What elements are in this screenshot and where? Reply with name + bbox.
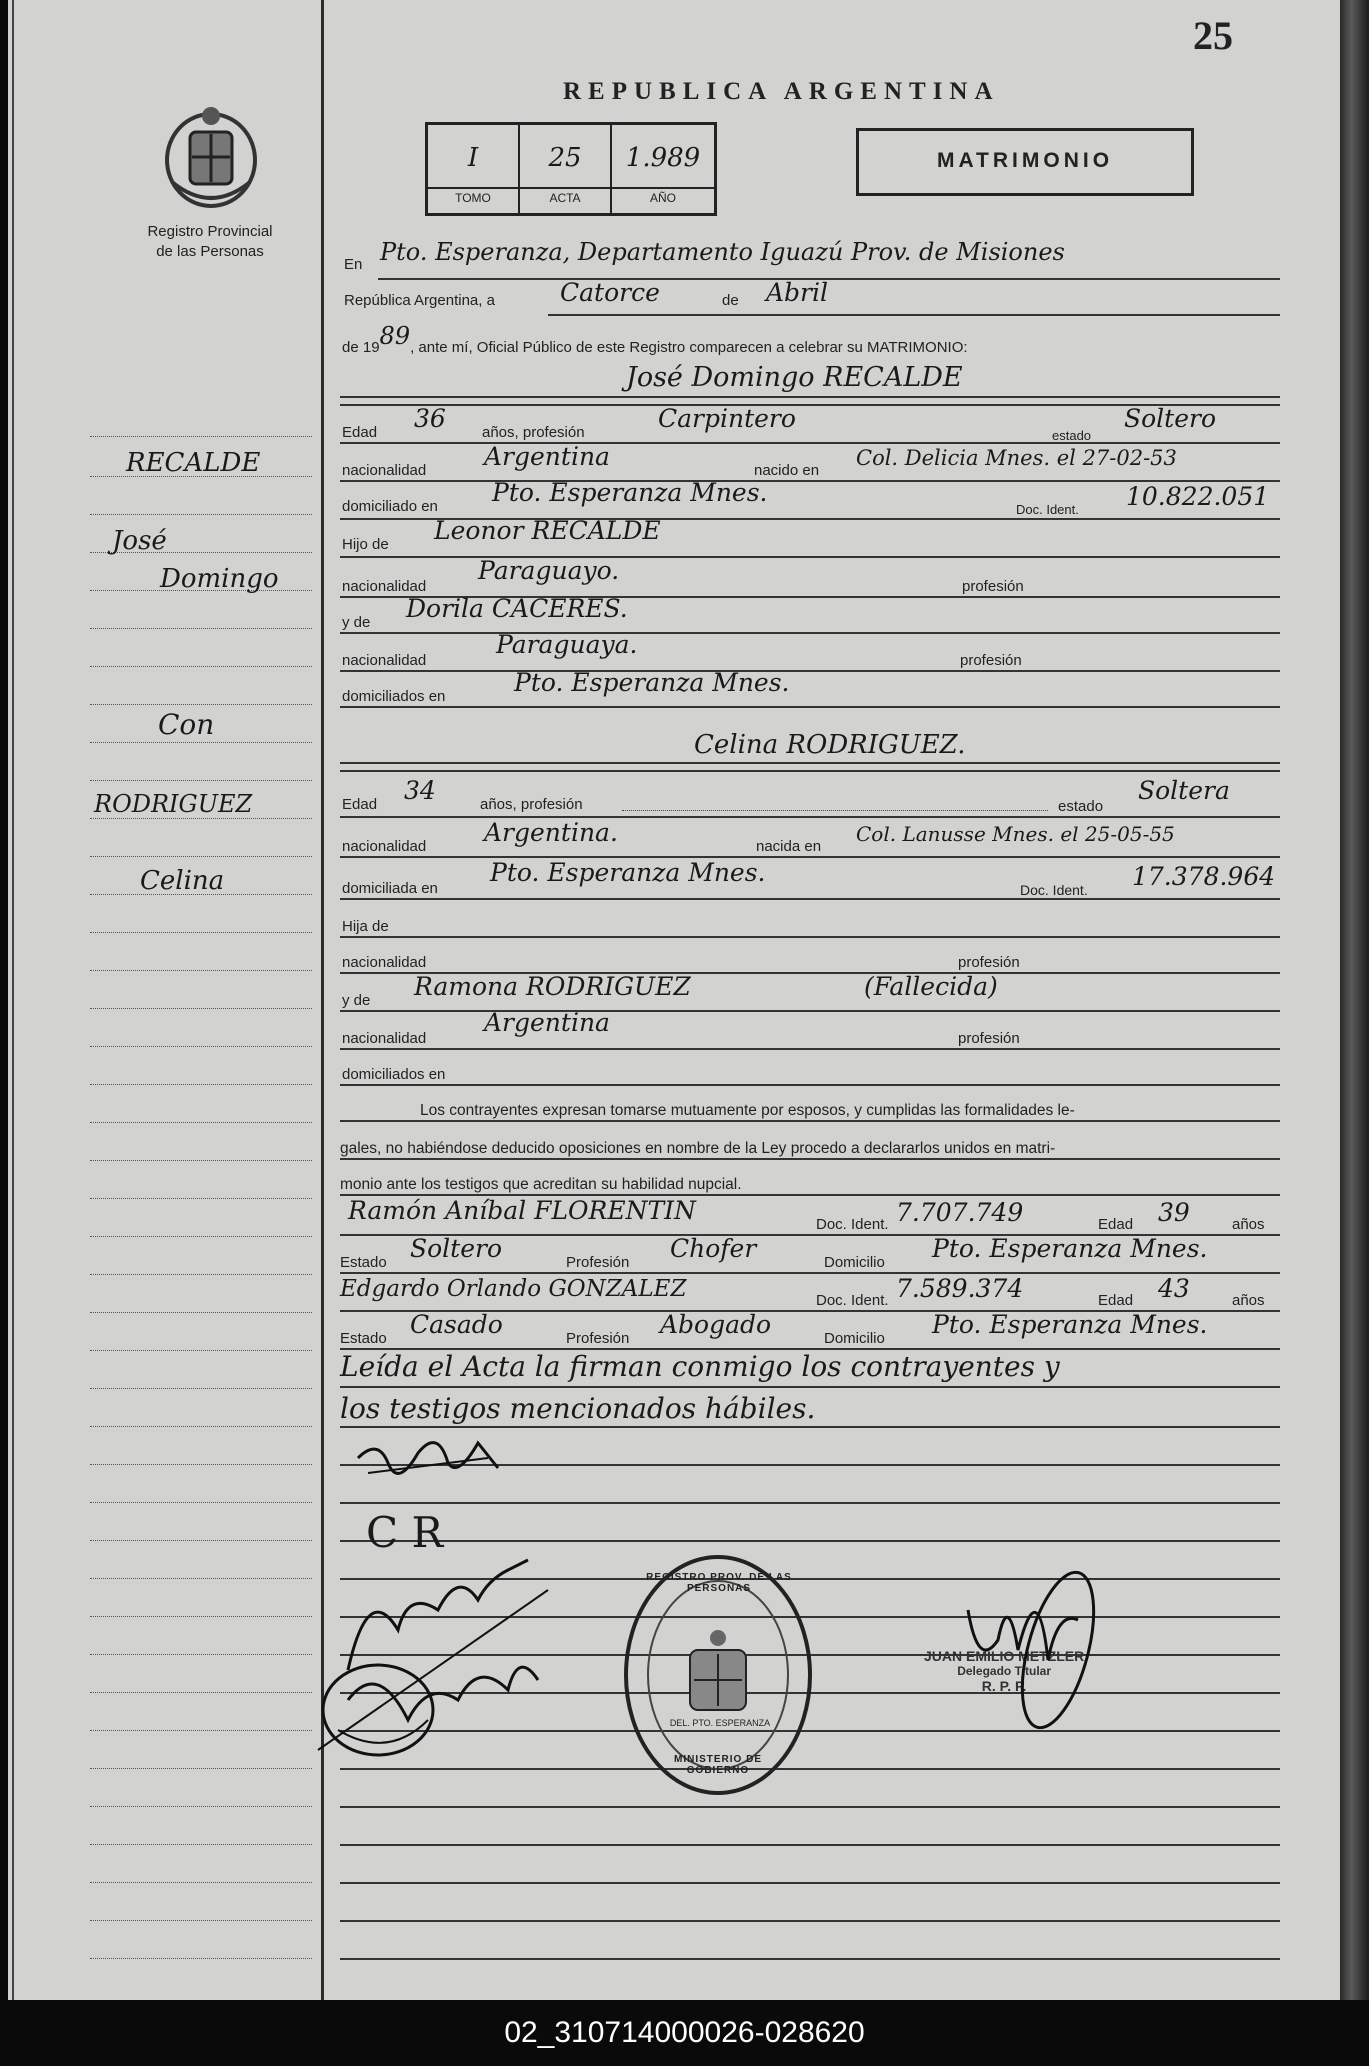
bride-doc: 17.378.964 (1132, 862, 1276, 891)
bride-nacida-label: nacida en (756, 838, 822, 855)
witness1-doc: 7.707.749 (896, 1198, 1024, 1227)
groom-nacionalidad-label: nacionalidad (342, 462, 427, 479)
margin-rule (90, 742, 312, 743)
margin-rule (90, 628, 312, 629)
rule (340, 442, 1280, 444)
bride-edad-label: Edad (342, 796, 378, 813)
tomo-value: I (467, 143, 479, 173)
bride-hija-label: Hija de (342, 918, 389, 935)
margin-rule (90, 1236, 312, 1237)
margin-rule (90, 1008, 312, 1009)
republica-label: República Argentina, a (344, 292, 495, 309)
intro-rest: , ante mí, Oficial Público de este Registro comparecen a celebrar su MATRIMONIO: (410, 339, 968, 356)
rule (340, 1958, 1280, 1960)
groom-mother-nat: Paraguaya. (496, 630, 638, 659)
groom-doc-label: Doc. Ident. (1016, 502, 1079, 517)
margin-con: Con (158, 708, 215, 741)
ano-label: AÑO (649, 191, 676, 205)
witness1-domicile: Pto. Esperanza Mnes. (932, 1234, 1208, 1263)
witness1-profession: Chofer (670, 1234, 757, 1263)
bride-father-prof-label: profesión (958, 954, 1020, 971)
signature-witnesses (308, 1550, 568, 1770)
witness1-edad-label: Edad (1098, 1216, 1134, 1233)
rule (340, 1844, 1280, 1846)
rule (340, 1158, 1280, 1160)
marriage-place: Pto. Esperanza, Departamento Iguazú Prov. de Misiones (380, 238, 1065, 266)
witness1-age: 39 (1158, 1198, 1190, 1227)
witness2-age: 43 (1158, 1274, 1190, 1303)
bride-status: Soltera (1138, 776, 1230, 805)
groom-doc: 10.822.051 (1126, 482, 1270, 511)
official-role: Delegado Titular (957, 1664, 1052, 1678)
margin-rule (90, 1578, 312, 1579)
margin-rule (90, 1084, 312, 1085)
reference-box (425, 122, 717, 216)
year-suffix: 89 (379, 322, 411, 350)
margin-given-name-1: José (112, 526, 167, 556)
margin-rule (90, 1122, 312, 1123)
registry-line-2: de las Personas (156, 243, 264, 260)
margin-rule (90, 970, 312, 971)
margin-rule (90, 1388, 312, 1389)
groom-age: 36 (414, 404, 446, 433)
rule (340, 706, 1280, 708)
year-prefix: de 19 (342, 339, 380, 356)
margin-given-name-3: Celina (140, 866, 225, 896)
margin-rule (90, 1730, 312, 1731)
ano-value: 1.989 (625, 143, 701, 173)
margin-rule (90, 1274, 312, 1275)
margin-rule (90, 1882, 312, 1883)
signature-official (948, 1550, 1108, 1730)
bride-estado-label: estado (1058, 798, 1104, 815)
bride-birthplace: Col. Lanusse Mnes. el 25-05-55 (856, 822, 1175, 846)
margin-rule (90, 436, 312, 437)
intro-line-3 (342, 322, 968, 358)
witness2-status: Casado (410, 1310, 503, 1339)
witness2-name: Edgardo Orlando GONZALEZ (340, 1276, 687, 1302)
official-name: JUAN EMILIO METZLER (924, 1648, 1085, 1664)
witness2-anos-label: años (1232, 1292, 1265, 1309)
de-label: de (722, 292, 739, 309)
margin-rule (90, 1806, 312, 1807)
bride-father-nat-label: nacionalidad (342, 954, 427, 971)
en-label: En (344, 256, 363, 273)
rule (340, 898, 1280, 900)
acta-value: 25 (548, 143, 582, 173)
margin-rule (90, 1312, 312, 1313)
bride-mother: Ramona RODRIGUEZ (414, 972, 691, 1001)
rule (340, 1010, 1280, 1012)
margin-rule (90, 780, 312, 781)
groom-father: Leonor RECALDE (434, 516, 661, 545)
witness1-estado-label: Estado (340, 1254, 387, 1271)
book-binding (1340, 0, 1369, 2000)
margin-rule (90, 1654, 312, 1655)
groom-estado-label: estado (1052, 428, 1092, 443)
margin-rule (90, 514, 312, 515)
margin-rule (90, 1160, 312, 1161)
margin-rule (90, 1958, 312, 1959)
bride-age: 34 (404, 776, 436, 805)
groom-father-prof-label: profesión (962, 578, 1024, 595)
witness1-name: Ramón Aníbal FLORENTIN (348, 1196, 696, 1225)
closing-line-2: los testigos mencionados hábiles. (340, 1392, 816, 1425)
acta-label: ACTA (549, 191, 581, 205)
rule (340, 1502, 1280, 1504)
groom-profesion-label: años, profesión (482, 424, 585, 441)
witness2-doc: 7.589.374 (896, 1274, 1024, 1303)
margin-rule (90, 818, 312, 819)
rule (340, 936, 1280, 938)
document-page (8, 0, 1348, 2000)
margin-rule (90, 1502, 312, 1503)
groom-mother-nat-label: nacionalidad (342, 652, 427, 669)
bride-full-name: Celina RODRIGUEZ. (694, 730, 966, 760)
official-office: R. P. P. (981, 1678, 1027, 1694)
groom-hijo-label: Hijo de (342, 536, 389, 553)
witness2-domicile: Pto. Esperanza Mnes. (932, 1310, 1208, 1339)
witness2-doc-label: Doc. Ident. (816, 1292, 889, 1309)
margin-rule (90, 1464, 312, 1465)
margin-rule (90, 1426, 312, 1427)
bride-mother-prof-label: profesión (958, 1030, 1020, 1047)
signature-groom (348, 1418, 518, 1488)
seal-center-text: DEL. PTO. ESPERANZA (669, 1718, 771, 1728)
rule (340, 762, 1280, 764)
seal-text: REGISTRO PROV. DE LAS PERSONAS (646, 1572, 792, 1594)
tomo-label: TOMO (455, 191, 491, 205)
rule (378, 278, 1280, 280)
margin-rule (90, 932, 312, 933)
margin-rule (90, 666, 312, 667)
bride-initials: C R (366, 1508, 444, 1557)
rule (340, 396, 1280, 398)
groom-parents-domicile: Pto. Esperanza Mnes. (514, 668, 790, 697)
marriage-month: Abril (766, 278, 828, 307)
bride-mother-nat-label: nacionalidad (342, 1030, 427, 1047)
witness2-profession: Abogado (660, 1310, 772, 1339)
footer-code: 02_310714000026-028620 (504, 2016, 865, 2049)
groom-domicile: Pto. Esperanza Mnes. (492, 478, 768, 507)
doc-type-label: MATRIMONIO (936, 149, 1114, 172)
header-title: REPUBLICA ARGENTINA (563, 78, 1000, 105)
bride-yde-label: y de (342, 992, 371, 1009)
rule (340, 670, 1280, 672)
rule (340, 1386, 1280, 1388)
rule (340, 1272, 1280, 1274)
rule (340, 1120, 1280, 1122)
margin-surname: RECALDE (126, 448, 261, 478)
margin-rule (90, 1540, 312, 1541)
margin-rule (90, 1198, 312, 1199)
groom-father-nat-label: nacionalidad (342, 578, 427, 595)
groom-father-nat: Paraguayo. (478, 556, 620, 585)
witness1-dom-label: Domicilio (824, 1254, 885, 1271)
witness1-anos-label: años (1232, 1216, 1265, 1233)
rule (340, 632, 1280, 634)
groom-edad-label: Edad (342, 424, 378, 441)
witness1-doc-label: Doc. Ident. (816, 1216, 889, 1233)
margin-given-name-2: Domingo (160, 564, 279, 594)
bride-nacionalidad-label: nacionalidad (342, 838, 427, 855)
groom-nacido-label: nacido en (754, 462, 820, 479)
margin-rule (90, 1046, 312, 1047)
witness2-edad-label: Edad (1098, 1292, 1134, 1309)
rule (340, 1806, 1280, 1808)
seal-bottom-text: MINISTERIO DE GOBIERNO (673, 1754, 762, 1776)
rule (340, 770, 1280, 772)
groom-yde-label: y de (342, 614, 371, 631)
rule (340, 816, 1280, 818)
witness2-estado-label: Estado (340, 1330, 387, 1347)
margin-rule (90, 1844, 312, 1845)
page-edge-line (12, 0, 14, 2000)
bride-nationality: Argentina. (484, 818, 618, 847)
groom-mother-prof-label: profesión (960, 652, 1022, 669)
folio-number: 25 (1193, 13, 1233, 58)
groom-profession: Carpintero (658, 404, 796, 433)
bride-mother-note: (Fallecida) (864, 972, 998, 1001)
bride-doc-label: Doc. Ident. (1020, 882, 1088, 898)
coat-of-arms-icon (156, 102, 266, 212)
margin-rule (90, 704, 312, 705)
groom-full-name: José Domingo RECALDE (626, 362, 963, 393)
rule (340, 1882, 1280, 1884)
groom-parents-dom-label: domiciliados en (342, 688, 446, 705)
marriage-day: Catorce (560, 278, 660, 307)
margin-rule (90, 1350, 312, 1351)
margin-rule (90, 856, 312, 857)
registry-line-1: Registro Provincial (147, 223, 273, 240)
groom-birthplace: Col. Delicia Mnes. el 27-02-53 (856, 446, 1177, 470)
bride-parents-dom-label: domiciliados en (342, 1066, 446, 1083)
rule (340, 1084, 1280, 1086)
groom-nationality: Argentina (484, 442, 610, 471)
rule (548, 314, 1280, 316)
margin-rule (90, 1616, 312, 1617)
rule (340, 856, 1280, 858)
rule (340, 1048, 1280, 1050)
legal-text-line-1: Los contrayentes expresan tomarse mutuamente por esposos, y cumplidas las formalidades le- (420, 1102, 1075, 1119)
registry-name (100, 222, 320, 262)
blank-line (622, 810, 1048, 811)
witness1-prof-label: Profesión (566, 1254, 630, 1271)
legal-text-line-3: monio ante los testigos que acreditan su habilidad nupcial. (340, 1176, 742, 1193)
margin-rule (90, 1920, 312, 1921)
groom-mother: Dorila CACERES. (406, 594, 628, 623)
bride-domicilio-label: domiciliada en (342, 880, 438, 897)
closing-line-1: Leída el Acta la firman conmigo los contrayentes y (340, 1350, 1060, 1383)
rule (340, 1920, 1280, 1922)
reference-label-row (428, 187, 714, 189)
groom-domicilio-label: domiciliado en (342, 498, 438, 515)
witness2-prof-label: Profesión (566, 1330, 630, 1347)
rule (340, 1540, 1280, 1542)
groom-status: Soltero (1124, 404, 1217, 433)
bride-mother-nat: Argentina (484, 1008, 610, 1037)
bride-profesion-label: años, profesión (480, 796, 583, 813)
doc-type-box (856, 128, 1194, 196)
margin-surname-2: RODRIGUEZ (94, 790, 253, 818)
witness1-status: Soltero (410, 1234, 503, 1263)
margin-rule (90, 1692, 312, 1693)
legal-text-line-2: gales, no habiéndose deducido oposiciones en nombre de la Ley procedo a declararlos unidos en matri- (340, 1140, 1056, 1157)
margin-rule (90, 1768, 312, 1769)
witness2-dom-label: Domicilio (824, 1330, 885, 1347)
bride-domicile: Pto. Esperanza Mnes. (490, 858, 766, 887)
